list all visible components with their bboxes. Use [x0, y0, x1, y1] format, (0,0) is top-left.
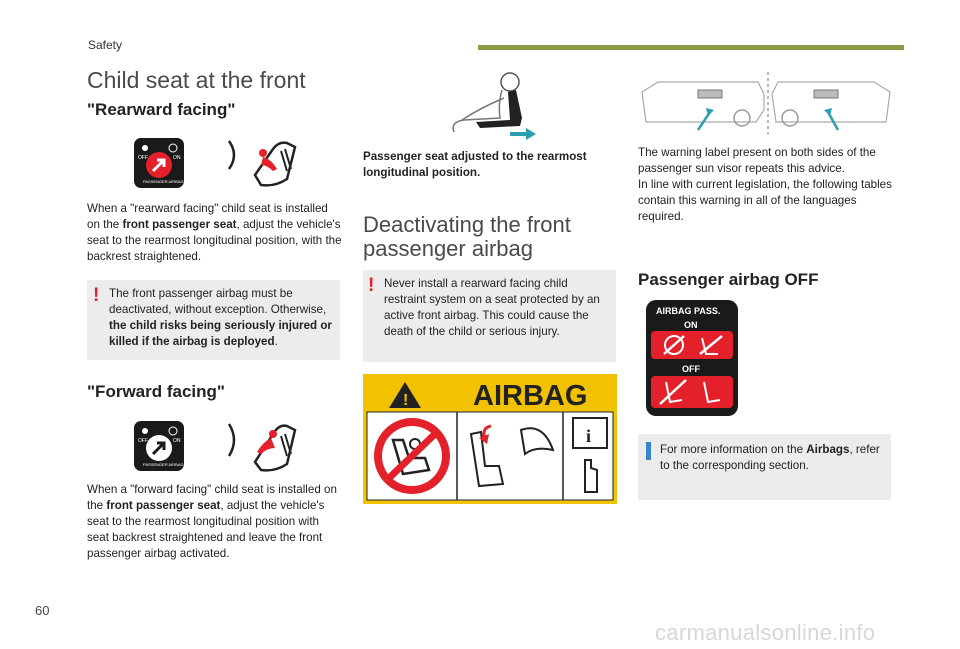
warning-exclamation-icon: !	[368, 275, 375, 296]
switch-ring-label: PASSENGER AIRBAG	[143, 462, 184, 467]
airbag-switch-icon	[133, 137, 185, 189]
rearward-warning-text: The front passenger airbag must be deactivated, without exception. Otherwise, the child risks being seriously injured or killed if the airbag is deployed.	[109, 287, 332, 348]
seat-caption: Passenger seat adjusted to the rearmost longitudinal position.	[363, 150, 587, 179]
deactivating-warning-box	[363, 270, 616, 362]
info-text: For more information on the Airbags, refer to the corresponding section.	[660, 443, 880, 472]
rearward-paragraph: When a "rearward facing" child seat is installed on the front passenger seat, adjust the vehicle's seat to the rearmost longitudinal position, with the backrest straightened.	[87, 202, 342, 263]
section-accent-bar	[478, 45, 904, 50]
info-box	[638, 434, 891, 500]
rearward-warning-box	[87, 280, 340, 360]
seat-adjustment-illustration	[440, 68, 540, 142]
warning-label-paragraph-2: In line with current legislation, the following tables contain this warning in all of the languages required.	[638, 178, 892, 223]
airbag-switch-icon-forward	[133, 420, 185, 472]
section-label: Safety	[88, 38, 123, 52]
switch-on-label: ON	[173, 155, 181, 161]
svg-text:i: i	[586, 426, 592, 446]
forward-paragraph: When a "forward facing" child seat is installed on the front passenger seat, adjust the vehicle's seat to the rearmost longitudinal position with seat backrest straightened and leave the front passenger airbag activated.	[87, 483, 337, 560]
rearward-child-seat-icon	[225, 135, 301, 191]
airbag-label-text: AIRBAG	[473, 380, 588, 412]
indicator-title: AIRBAG PASS.	[656, 306, 721, 316]
page-title: Child seat at the front	[87, 67, 306, 93]
indicator-off-label: OFF	[682, 364, 700, 374]
airbag-indicator-panel	[646, 300, 738, 416]
indicator-on-label: ON	[684, 320, 698, 330]
warning-exclamation-icon: !	[93, 285, 100, 306]
watermark: carmanualsonline.info	[655, 620, 876, 645]
switch-on-label: ON	[173, 438, 181, 444]
info-icon	[646, 442, 651, 460]
switch-ring-label: PASSENGER AIRBAG	[143, 179, 184, 184]
forward-heading: "Forward facing"	[87, 382, 225, 401]
rearward-heading: "Rearward facing"	[87, 100, 236, 119]
airbag-off-heading: Passenger airbag OFF	[638, 270, 819, 289]
sun-visor-illustration	[638, 70, 894, 136]
deactivating-title: Deactivating the front passenger airbag	[363, 212, 571, 261]
svg-text:!: !	[403, 392, 409, 409]
deactivating-warning-text: Never install a rearward facing child restraint system on a seat protected by an active front airbag. This could cause the death of the child or serious injury.	[384, 277, 600, 338]
warning-label-paragraph-1: The warning label present on both sides of the passenger sun visor repeats this advice.	[638, 146, 876, 175]
switch-off-label: OFF	[138, 155, 148, 161]
switch-off-label: OFF	[138, 438, 148, 444]
forward-child-seat-icon	[225, 418, 301, 476]
airbag-warning-label	[363, 374, 617, 504]
page-number: 60	[35, 603, 50, 618]
